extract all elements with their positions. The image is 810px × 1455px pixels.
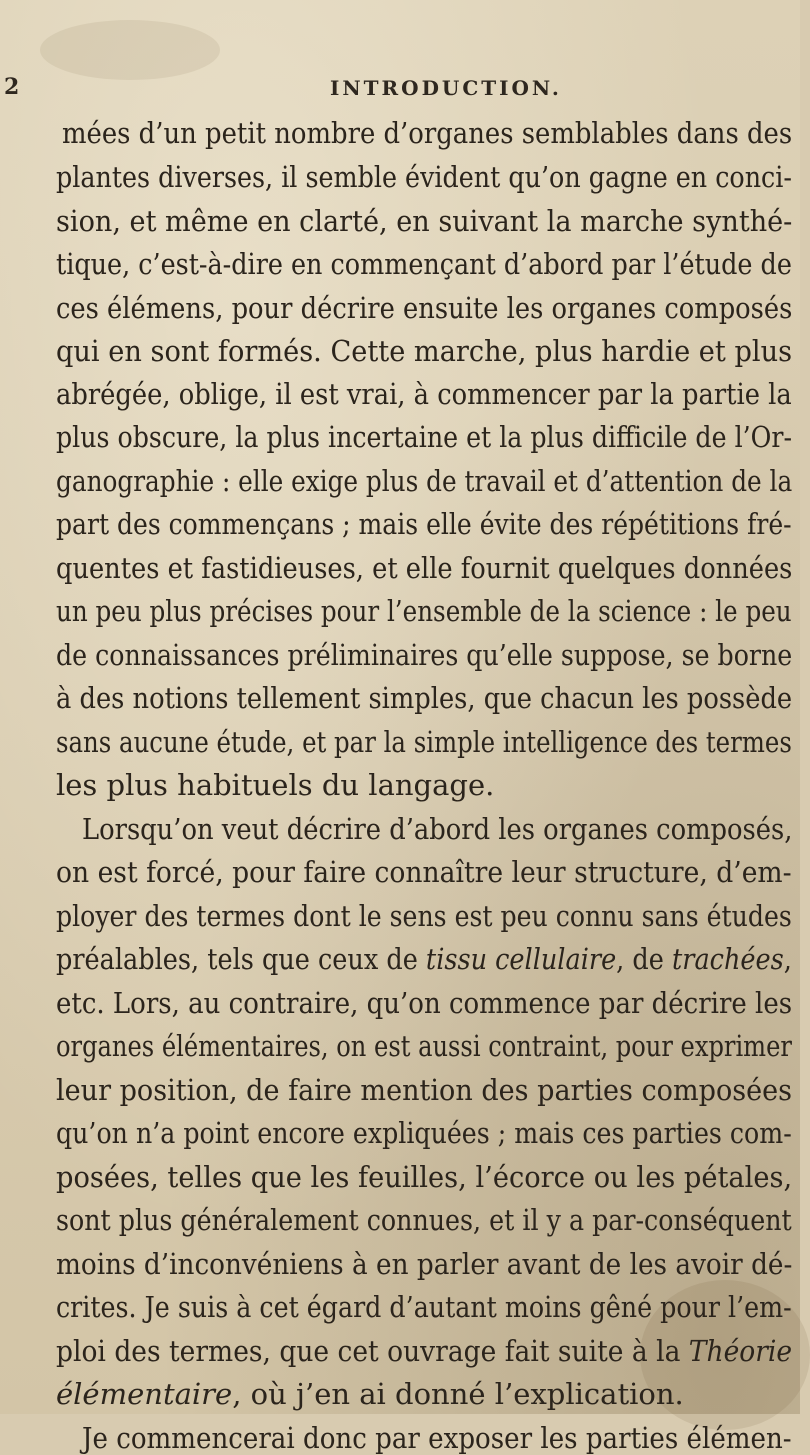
running-title: INTRODUCTION. [330,76,562,100]
text-line: plus obscure, la plus incertaine et la plus difficile de l’Or- [56,420,792,454]
paper-stain [40,20,220,80]
text-line: ployer des termes dont le sens est peu connu sans études [56,899,792,933]
text-line: les plus habituels du langage. [56,768,495,802]
text-line: abrégée, oblige, il est vrai, à commencer par la partie la [56,377,792,411]
text-line: part des commençans ; mais elle évite des répétitions fré- [56,507,792,541]
text-line: sion, et même en clarté, en suivant la marche synthé- [56,204,793,238]
text-line: sans aucune étude, et par la simple intelligence des termes [56,725,792,759]
text-line: etc. Lors, au contraire, qu’on commence par décrire les [56,986,793,1020]
text-line: à des notions tellement simples, que chacun les possède [56,681,793,715]
text-line: Je commencerai donc par exposer les parties élémen- [82,1421,792,1455]
text-line: ces élémens, pour décrire ensuite les organes composés [56,291,793,325]
text-line: ganographie : elle exige plus de travail et d’attention de la [56,464,793,498]
text-line: plantes diverses, il semble évident qu’on gagne en conci- [56,160,792,194]
text-line: un peu plus précises pour l’ensemble de la science : le peu [56,594,792,628]
text-line: mées d’un petit nombre d’organes semblables dans des [62,116,793,150]
text-line: posées, telles que les feuilles, l’écorce ou les pétales, [56,1160,793,1194]
text-line: qu’on n’a point encore expliquées ; mais ces parties com- [56,1116,792,1150]
text-line: quentes et fastidieuses, et elle fournit quelques données [56,551,793,585]
text-line: leur position, de faire mention des parties composées [56,1073,793,1107]
page-number: 2 [4,74,20,100]
text-line: sont plus généralement connues, et il y a par-conséquent [56,1203,792,1237]
text-line: moins d’inconvéniens à en parler avant de les avoir dé- [56,1247,793,1281]
text-line: qui en sont formés. Cette marche, plus hardie et plus [56,334,793,368]
text-line: ploi des termes, que cet ouvrage fait suite à la Théorie [56,1334,793,1368]
text-line: élémentaire, où j’en ai donné l’explication. [56,1377,684,1411]
page-header [0,72,800,112]
text-line: on est forcé, pour faire connaître leur structure, d’em- [56,855,792,889]
text-line: tique, c’est-à-dire en commençant d’abord par l’étude de [56,247,792,281]
text-line: préalables, tels que ceux de tissu cellulaire, de trachées, [56,942,792,976]
text-line: de connaissances préliminaires qu’elle suppose, se borne [56,638,793,672]
text-line: crites. Je suis à cet égard d’autant moins gêné pour l’em- [56,1290,792,1324]
text-line: organes élémentaires, on est aussi contraint, pour exprimer [56,1029,792,1063]
text-line: Lorsqu’on veut décrire d’abord les organes composés, [82,812,793,846]
